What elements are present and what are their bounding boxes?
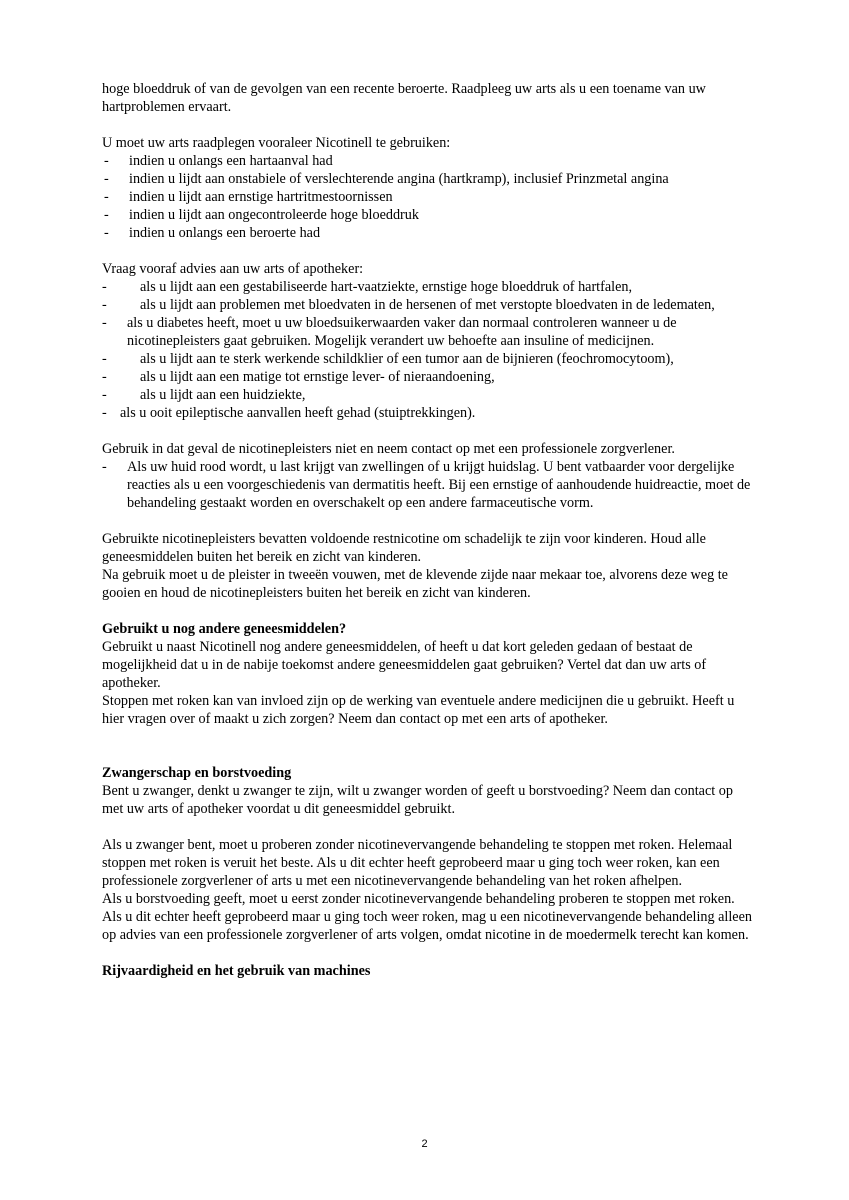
skin-list [102, 458, 752, 512]
consult-list [102, 152, 752, 242]
dash-bullet: - [102, 369, 107, 385]
other-medicines-paragraph: Gebruikt u naast Nicotinell nog andere geneesmiddelen, of heeft u dat kort geleden gedaan of bestaat de mogelijkheid dat u in de nabije toekomst andere geneesmiddelen gaat gebruiken? Vertel dat dan uw arts of apotheker. [102, 639, 707, 691]
dash-bullet: - [102, 459, 107, 475]
list-item: - indien u lijdt aan onstabiele of verslechterende angina (hartkramp), inclusief Prinzmetal angina [104, 171, 669, 187]
list-item: - indien u lijdt aan ernstige hartritmestoornissen [104, 189, 393, 205]
advice-intro: Vraag vooraf advies aan uw arts of apotheker: [102, 261, 364, 277]
list-item: - Als uw huid rood wordt, u last krijgt van zwellingen of u krijgt huidslag. U bent vatbaarder voor dergelijke reacties als u een voorgeschiedenis van dermatitis heeft. Bij een ernstige of aanhoudende huidreactie, moet de behandeling gestaakt worden en overschakelt op een andere farmaceutische vorm. [102, 459, 751, 511]
dash-bullet: - [102, 405, 107, 421]
list-item: - als u lijdt aan problemen met bloedvaten in de hersenen of met verstopte bloedvaten in de ledematen, [102, 297, 715, 313]
pregnancy-paragraph: Bent u zwanger, denkt u zwanger te zijn, wilt u zwanger worden of geeft u borstvoeding? Neem dan contact op met uw arts of apotheker voordat u dit geneesmiddel gebruikt. [102, 783, 733, 817]
dash-bullet: - [104, 153, 109, 169]
used-patches-paragraph: Gebruikte nicotinepleisters bevatten voldoende restnicotine om schadelijk te zijn voor kinderen. Houd alle geneesmiddelen buiten het bereik en zicht van kinderen. [102, 531, 706, 565]
list-item: - als u ooit epileptische aanvallen heeft gehad (stuiptrekkingen). [102, 405, 476, 421]
breastfeeding-paragraph: Als u borstvoeding geeft, moet u eerst zonder nicotinevervangende behandeling proberen te stoppen met roken. Als u dit echter heeft geprobeerd maar u ging toch weer roken, mag u een nicotinevervangende behandeling alleen op advies van een professionele zorgverlener of arts volgen, omdat nicotine in de moedermelk terecht kan komen. [102, 891, 752, 943]
document-page [102, 80, 752, 980]
dash-bullet: - [102, 315, 107, 331]
pregnancy-heading: Zwangerschap en borstvoeding [102, 765, 292, 781]
page-number: 2 [421, 1138, 428, 1150]
list-item: - indien u onlangs een hartaanval had [104, 153, 333, 169]
dash-bullet: - [102, 387, 107, 403]
list-item: - als u lijdt aan te sterk werkende schildklier of een tumor aan de bijnieren (feochromocytoom), [102, 351, 674, 367]
intro-paragraph: hoge bloeddruk of van de gevolgen van een recente beroerte. Raadpleeg uw arts als u een toename van uw hartproblemen ervaart. [102, 81, 706, 115]
dash-bullet: - [104, 171, 109, 187]
other-medicines-heading: Gebruikt u nog andere geneesmiddelen? [102, 621, 347, 637]
list-item: - indien u lijdt aan ongecontroleerde hoge bloeddruk [104, 207, 419, 223]
smoking-interaction-paragraph: Stoppen met roken kan van invloed zijn op de werking van eventuele andere medicijnen die u gebruikt. Heeft u hier vragen over of maakt u zich zorgen? Neem dan contact op met een arts of apotheker. [102, 693, 735, 727]
driving-heading: Rijvaardigheid en het gebruik van machines [102, 963, 371, 979]
dash-bullet: - [104, 225, 109, 241]
list-item: - als u lijdt aan een huidziekte, [102, 387, 306, 403]
pregnant-stop-paragraph: Als u zwanger bent, moet u proberen zonder nicotinevervangende behandeling te stoppen met roken. Helemaal stoppen met roken is veruit het beste. Als u dit echter heeft geprobeerd maar u ging toch weer roken, kan een professionele zorgverlener of arts u met een nicotinevervangende behandeling van het roken afhelpen. [102, 837, 733, 889]
list-item: - als u lijdt aan een matige tot ernstige lever- of nieraandoening, [102, 369, 495, 385]
advice-list [102, 278, 752, 422]
disposal-paragraph: Na gebruik moet u de pleister in tweeën vouwen, met de klevende zijde naar mekaar toe, alvorens deze weg te gooien en houd de nicotinepleisters buiten het bereik en zicht van kinderen. [102, 567, 728, 601]
dash-bullet: - [104, 207, 109, 223]
list-item: - indien u onlangs een beroerte had [104, 225, 321, 241]
list-item: - als u lijdt aan een gestabiliseerde hart-vaatziekte, ernstige hoge bloeddruk of hartfalen, [102, 279, 633, 295]
list-item: - als u diabetes heeft, moet u uw bloedsuikerwaarden vaker dan normaal controleren wanneer u de nicotinepleisters gaat gebruiken. Mogelijk verandert uw behoefte aan insuline of medicijnen. [102, 315, 677, 349]
dash-bullet: - [102, 279, 107, 295]
dash-bullet: - [102, 297, 107, 313]
dash-bullet: - [104, 189, 109, 205]
dash-bullet: - [102, 351, 107, 367]
stop-intro: Gebruik in dat geval de nicotinepleisters niet en neem contact op met een professionele zorgverlener. [102, 441, 675, 457]
consult-intro: U moet uw arts raadplegen vooraleer Nicotinell te gebruiken: [102, 135, 451, 151]
